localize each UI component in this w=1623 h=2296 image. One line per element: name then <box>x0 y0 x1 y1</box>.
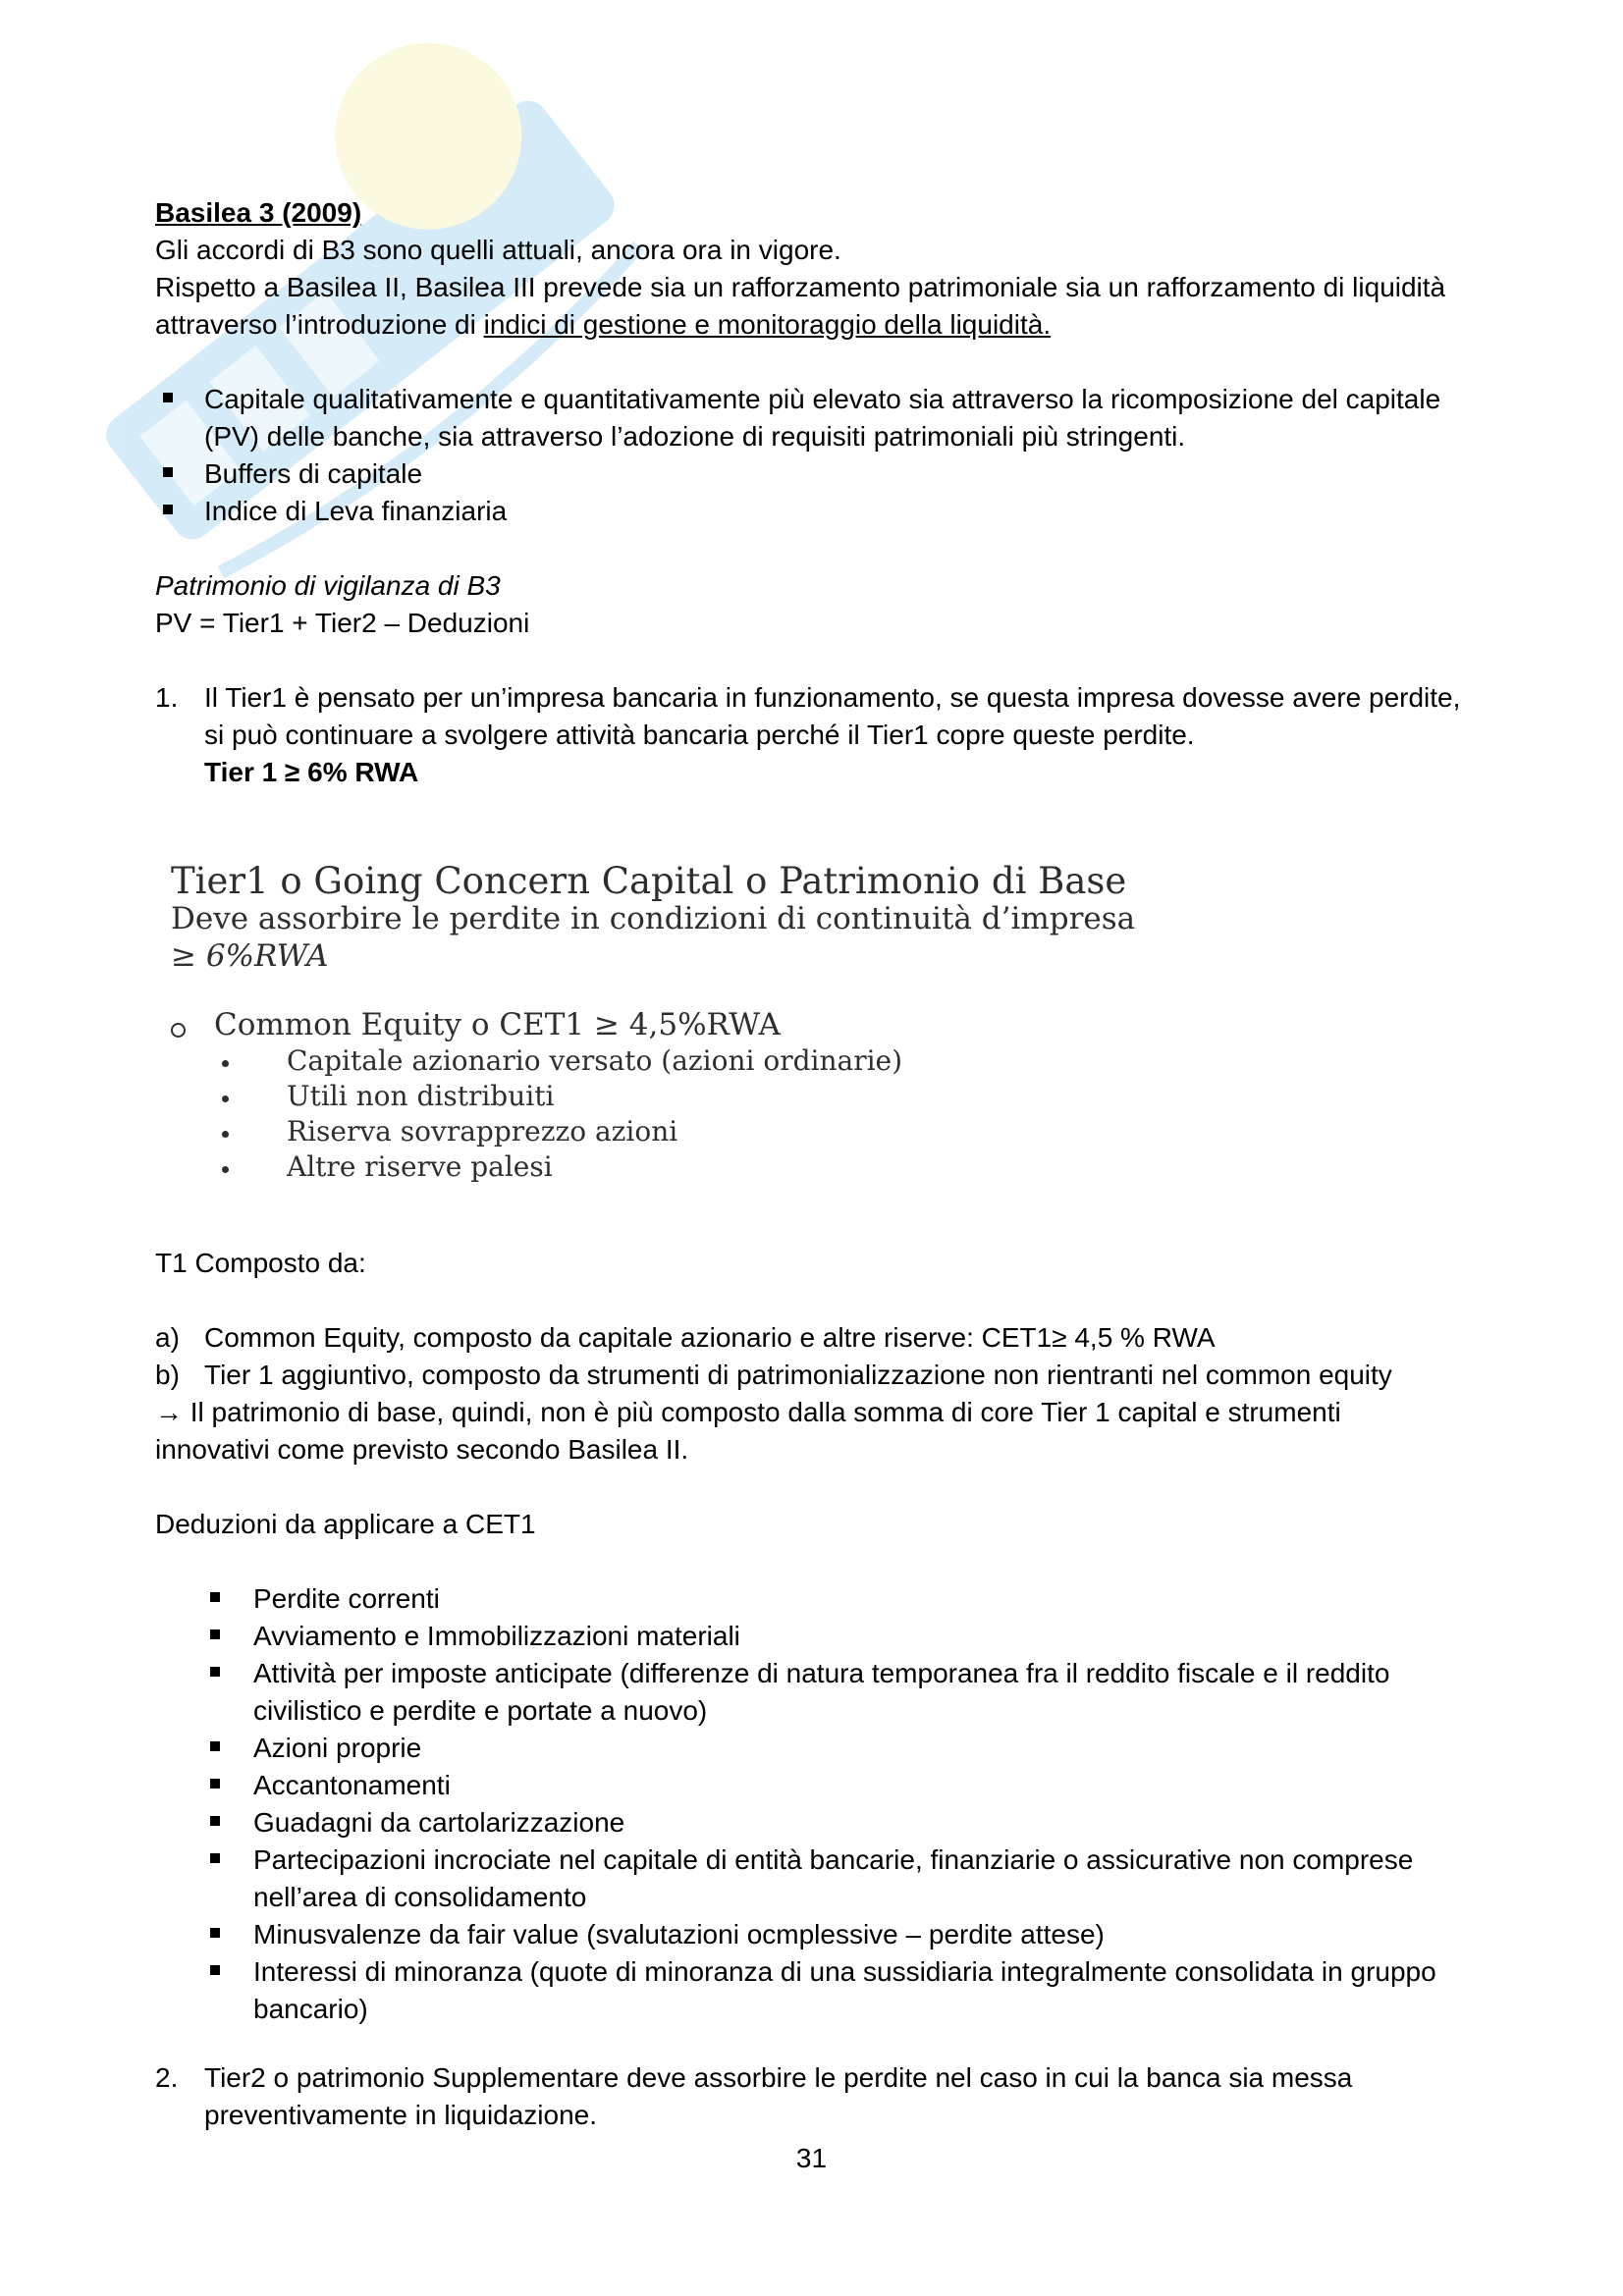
bullet-icon <box>222 1060 229 1067</box>
bullet-text: Buffers di capitale <box>204 458 423 489</box>
deduction-item: Azioni proprie <box>253 1733 422 1763</box>
deduction-item: Minusvalenze da fair value (svalutazioni ocmplessive – perdite attese) <box>253 1919 1105 1949</box>
item1-line-1: Il Tier1 è pensato per un’impresa bancaria in funzionamento, se questa impresa dovesse avere perdite, <box>204 682 1461 713</box>
slide-title: Tier1 o Going Concern Capital o Patrimonio di Base <box>171 860 1127 902</box>
item2-line-2: preventivamente in liquidazione. <box>204 2100 598 2130</box>
section-heading: Basilea 3 (2009) <box>155 197 362 228</box>
page-number: 31 <box>795 2143 828 2173</box>
intro-line-3 <box>155 306 1051 344</box>
bullet-icon <box>163 505 173 514</box>
deduction-item: civilistico e perdite e portate a nuovo) <box>253 1695 708 1726</box>
bullet-icon <box>210 1592 220 1602</box>
deduction-item: Guadagni da cartolarizzazione <box>253 1807 625 1838</box>
bullet-text: Indice di Leva finanziaria <box>204 496 508 526</box>
bullet-icon <box>163 393 173 402</box>
t1-item-a: Common Equity, composto da capitale azionario e altre riserve: CET1≥ 4,5 % RWA <box>204 1322 1216 1353</box>
slide-item: Capitale azionario versato (azioni ordinarie) <box>287 1044 903 1077</box>
embedded-slide-image <box>165 852 1166 1196</box>
bullet-icon <box>210 1741 220 1751</box>
bullet-text: Capitale qualitativamente e quantitativamente più elevato sia attraverso la ricomposizione del capitale <box>204 384 1441 414</box>
pv-formula: PV = Tier1 + Tier2 – Deduzioni <box>155 608 530 638</box>
bullet-icon <box>210 1853 220 1863</box>
bullet-icon <box>210 1965 220 1975</box>
t1-note-line-2: innovativi come previsto secondo Basilea II. <box>155 1434 689 1465</box>
deduction-item: Partecipazioni incrociate nel capitale di entità bancarie, finanziarie o assicurative non comprese <box>253 1844 1414 1875</box>
bullet-icon <box>222 1095 229 1102</box>
list-number: 1. <box>155 682 179 713</box>
bullet-icon <box>210 1667 220 1677</box>
bullet-icon <box>222 1166 229 1173</box>
list-label: a) <box>155 1322 180 1353</box>
slide-item: Utili non distribuiti <box>287 1080 555 1112</box>
deduction-item: Avviamento e Immobilizzazioni materiali <box>253 1621 740 1651</box>
intro-line-2: Rispetto a Basilea II, Basilea III prevede sia un rafforzamento patrimoniale sia un rafforzamento di liquidità <box>155 272 1446 302</box>
deduction-item: Accantonamenti <box>253 1770 451 1800</box>
deductions-title: Deduzioni da applicare a CET1 <box>155 1509 536 1539</box>
bullet-icon <box>210 1629 220 1639</box>
pv-title: Patrimonio di vigilanza di B3 <box>155 570 501 601</box>
slide-item: Riserva sovrapprezzo azioni <box>287 1115 678 1148</box>
deduction-item: Attività per imposte anticipate (differenze di natura temporanea fra il reddito fiscale e il reddito <box>253 1658 1390 1688</box>
intro-line-3-text: attraverso l’introduzione di <box>155 309 484 340</box>
bullet-icon <box>210 1779 220 1789</box>
deduction-item: bancario) <box>253 1994 368 2024</box>
list-label: b) <box>155 1360 180 1390</box>
bullet-icon <box>210 1816 220 1826</box>
bullet-icon <box>163 467 173 477</box>
intro-line-1: Gli accordi di B3 sono quelli attuali, ancora ora in vigore. <box>155 235 841 265</box>
bullet-text: (PV) delle banche, sia attraverso l’adozione di requisiti patrimoniali più stringenti. <box>204 421 1186 452</box>
circle-bullet-icon <box>171 1023 186 1038</box>
slide-requirement: ≥ 6%RWA <box>171 938 329 974</box>
t1-note-line-1: → Il patrimonio di base, quindi, non è più composto dalla somma di core Tier 1 capital e strumenti <box>155 1397 1341 1427</box>
t1-item-b: Tier 1 aggiuntivo, composto da strumenti di patrimonializzazione non rientranti nel common equity <box>204 1360 1392 1390</box>
deduction-item: nell’area di consolidamento <box>253 1882 587 1912</box>
list-number: 2. <box>155 2062 179 2093</box>
bullet-icon <box>222 1131 229 1138</box>
intro-line-3-underlined: indici di gestione e monitoraggio della liquidità. <box>483 309 1052 340</box>
t1-intro: T1 Composto da: <box>155 1248 366 1278</box>
item1-line-3: Tier 1 ≥ 6% RWA <box>204 757 419 787</box>
slide-subtitle: Deve assorbire le perdite in condizioni di continuità d’impresa <box>171 901 1136 936</box>
bullet-icon <box>210 1928 220 1938</box>
item1-line-2: si può continuare a svolgere attività bancaria perché il Tier1 copre queste perdite. <box>204 720 1195 750</box>
deduction-item: Perdite correnti <box>253 1583 440 1614</box>
deduction-item: Interessi di minoranza (quote di minoranza di una sussidiaria integralmente consolidata in gruppo <box>253 1956 1436 1987</box>
item2-line-1: Tier2 o patrimonio Supplementare deve assorbire le perdite nel caso in cui la banca sia messa <box>204 2062 1353 2093</box>
slide-subheading: Common Equity o CET1 ≥ 4,5%RWA <box>214 1007 781 1042</box>
slide-item: Altre riserve palesi <box>287 1150 553 1183</box>
